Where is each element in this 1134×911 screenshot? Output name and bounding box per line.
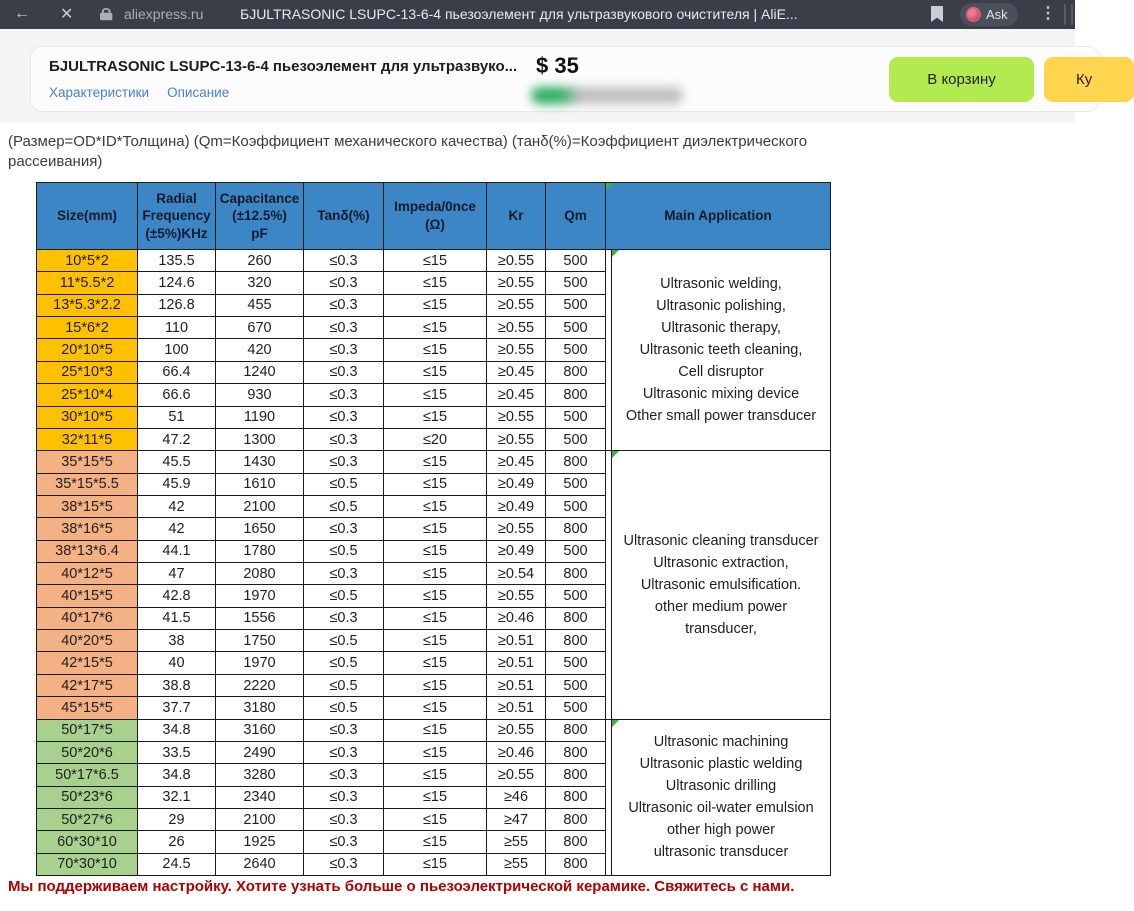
value-cell: 800	[546, 630, 606, 652]
value-cell: ≤15	[384, 406, 487, 428]
value-cell: ≥0.49	[487, 540, 546, 562]
size-cell: 32*11*5	[37, 428, 138, 450]
value-cell: 500	[546, 473, 606, 495]
size-cell: 50*17*6.5	[37, 764, 138, 786]
value-cell: ≥0.45	[487, 361, 546, 383]
application-cell: Ultrasonic machining Ultrasonic plastic welding Ultrasonic drilling Ultrasonic oil-water emulsion other high power ultrasonic transducer	[612, 719, 831, 876]
value-cell: 500	[546, 294, 606, 316]
value-cell: ≤15	[384, 384, 487, 406]
value-cell: 34.8	[138, 764, 216, 786]
value-cell: ≥46	[487, 786, 546, 808]
value-cell: ≥0.54	[487, 563, 546, 585]
value-cell: 24.5	[138, 853, 216, 875]
value-cell: 800	[546, 607, 606, 629]
value-cell: ≤15	[384, 361, 487, 383]
blurred-rating	[531, 87, 683, 104]
value-cell: 26	[138, 831, 216, 853]
value-cell: ≤15	[384, 585, 487, 607]
value-cell: 32.1	[138, 786, 216, 808]
value-cell: ≤15	[384, 697, 487, 719]
column-header: Size(mm)	[37, 183, 138, 250]
value-cell: ≤0.5	[304, 674, 384, 696]
value-cell: 800	[546, 741, 606, 763]
value-cell: ≤15	[384, 495, 487, 517]
toolbar-divider	[1064, 4, 1066, 25]
size-cell: 50*20*6	[37, 741, 138, 763]
value-cell: 500	[546, 674, 606, 696]
size-cell: 13*5.3*2.2	[37, 294, 138, 316]
value-cell: 66.6	[138, 384, 216, 406]
value-cell: 3160	[216, 719, 304, 741]
ask-icon	[966, 7, 981, 22]
value-cell: 51	[138, 406, 216, 428]
value-cell: 2640	[216, 853, 304, 875]
value-cell: ≤0.3	[304, 250, 384, 272]
value-cell: 29	[138, 808, 216, 830]
value-cell: ≥55	[487, 853, 546, 875]
value-cell: 500	[546, 406, 606, 428]
value-cell: 260	[216, 250, 304, 272]
value-cell: ≤15	[384, 853, 487, 875]
value-cell: 2220	[216, 674, 304, 696]
size-cell: 30*10*5	[37, 406, 138, 428]
value-cell: 135.5	[138, 250, 216, 272]
size-cell: 40*15*5	[37, 585, 138, 607]
size-cell: 11*5.5*2	[37, 272, 138, 294]
column-header: Qm	[546, 183, 606, 250]
product-title: БJULTRASONIC LSUPC-13-6-4 пьезоэлемент для ультразвуко...	[49, 58, 518, 75]
column-header: Capacitance (±12.5%) pF	[216, 183, 304, 250]
value-cell: ≤15	[384, 563, 487, 585]
value-cell: 800	[546, 451, 606, 473]
value-cell: ≥0.46	[487, 607, 546, 629]
value-cell: 3280	[216, 764, 304, 786]
value-cell: 500	[546, 697, 606, 719]
column-header: Main Application	[606, 183, 831, 250]
size-cell: 10*5*2	[37, 250, 138, 272]
ask-button[interactable]	[960, 3, 1018, 26]
back-icon[interactable]: ←	[14, 5, 30, 22]
value-cell: ≥0.51	[487, 697, 546, 719]
value-cell: ≤15	[384, 808, 487, 830]
value-cell: ≥0.51	[487, 674, 546, 696]
value-cell: 800	[546, 786, 606, 808]
value-cell: 1925	[216, 831, 304, 853]
value-cell: 1610	[216, 473, 304, 495]
value-cell: ≥55	[487, 831, 546, 853]
size-cell: 50*17*5	[37, 719, 138, 741]
size-cell: 38*15*5	[37, 495, 138, 517]
value-cell: 42.8	[138, 585, 216, 607]
tab-title: БJULTRASONIC LSUPC-13-6-4 пьезоэлемент для ультразвукового очистителя | AliE...	[240, 6, 798, 22]
value-cell: ≥0.55	[487, 339, 546, 361]
value-cell: ≤0.3	[304, 339, 384, 361]
value-cell: ≤15	[384, 652, 487, 674]
value-cell: 2100	[216, 808, 304, 830]
value-cell: 1190	[216, 406, 304, 428]
value-cell: ≥0.46	[487, 741, 546, 763]
value-cell: 44.1	[138, 540, 216, 562]
value-cell: ≤0.3	[304, 406, 384, 428]
value-cell: ≥0.55	[487, 585, 546, 607]
value-cell: 500	[546, 272, 606, 294]
value-cell: ≤0.3	[304, 361, 384, 383]
value-cell: ≥0.55	[487, 272, 546, 294]
value-cell: 45.5	[138, 451, 216, 473]
value-cell: ≤15	[384, 764, 487, 786]
value-cell: 100	[138, 339, 216, 361]
size-cell: 35*15*5.5	[37, 473, 138, 495]
value-cell: ≤0.3	[304, 719, 384, 741]
value-cell: ≤0.5	[304, 473, 384, 495]
size-cell: 20*10*5	[37, 339, 138, 361]
value-cell: 1650	[216, 518, 304, 540]
application-cell: Ultrasonic welding, Ultrasonic polishing, Ultrasonic therapy, Ultrasonic teeth cleaning, Cell disruptor Ultrasonic mixing device Other small power transducer	[612, 250, 831, 451]
value-cell: ≤0.3	[304, 451, 384, 473]
value-cell: ≤0.3	[304, 786, 384, 808]
value-cell: 2340	[216, 786, 304, 808]
value-cell: 1430	[216, 451, 304, 473]
ask-label: Ask	[986, 7, 1008, 22]
value-cell: 47	[138, 563, 216, 585]
value-cell: ≤0.5	[304, 697, 384, 719]
value-cell: ≤15	[384, 294, 487, 316]
value-cell: ≤0.3	[304, 607, 384, 629]
value-cell: 420	[216, 339, 304, 361]
value-cell: ≤15	[384, 339, 487, 361]
size-cell: 25*10*3	[37, 361, 138, 383]
table-body	[37, 250, 831, 876]
value-cell: 1970	[216, 652, 304, 674]
value-cell: 500	[546, 540, 606, 562]
column-header: Radial Frequency (±5%)KHz	[138, 183, 216, 250]
value-cell: 1240	[216, 361, 304, 383]
value-cell: 800	[546, 719, 606, 741]
size-cell: 40*17*6	[37, 607, 138, 629]
value-cell: ≤20	[384, 428, 487, 450]
value-cell: ≤15	[384, 831, 487, 853]
value-cell: 1780	[216, 540, 304, 562]
link-description[interactable]: Описание	[167, 85, 230, 100]
lock-icon	[100, 7, 113, 27]
value-cell: 124.6	[138, 272, 216, 294]
table-row	[37, 250, 831, 272]
value-cell: ≤0.3	[304, 831, 384, 853]
value-cell: 800	[546, 764, 606, 786]
table-row	[37, 719, 831, 741]
value-cell: 500	[546, 652, 606, 674]
value-cell: ≤0.5	[304, 652, 384, 674]
value-cell: ≤15	[384, 540, 487, 562]
value-cell: ≤15	[384, 674, 487, 696]
value-cell: ≤0.3	[304, 317, 384, 339]
price: $ 35	[536, 53, 579, 78]
value-cell: 34.8	[138, 719, 216, 741]
table-row	[37, 451, 831, 473]
value-cell: ≤0.3	[304, 272, 384, 294]
column-header: Impeda/0nce (Ω)	[384, 183, 487, 250]
value-cell: 500	[546, 585, 606, 607]
value-cell: ≤15	[384, 719, 487, 741]
value-cell: ≥0.55	[487, 719, 546, 741]
value-cell: ≤15	[384, 607, 487, 629]
value-cell: 1556	[216, 607, 304, 629]
value-cell: 40	[138, 652, 216, 674]
size-cell: 50*27*6	[37, 808, 138, 830]
value-cell: 320	[216, 272, 304, 294]
buy-now-button[interactable]: Ку	[1044, 57, 1134, 102]
value-cell: 1300	[216, 428, 304, 450]
product-header-card	[30, 46, 1100, 112]
value-cell: ≥0.45	[487, 451, 546, 473]
value-cell: ≤0.5	[304, 540, 384, 562]
value-cell: 500	[546, 495, 606, 517]
value-cell: 45.9	[138, 473, 216, 495]
size-cell: 50*23*6	[37, 786, 138, 808]
link-specifications[interactable]: Характеристики	[49, 85, 150, 100]
table-header	[37, 183, 831, 250]
value-cell: ≤0.5	[304, 585, 384, 607]
size-cell: 42*15*5	[37, 652, 138, 674]
value-cell: ≤0.3	[304, 853, 384, 875]
value-cell: 110	[138, 317, 216, 339]
value-cell: 800	[546, 384, 606, 406]
value-cell: ≤0.3	[304, 294, 384, 316]
value-cell: ≤15	[384, 741, 487, 763]
value-cell: 1750	[216, 630, 304, 652]
add-to-cart-button[interactable]: В корзину	[889, 57, 1034, 102]
spec-table	[36, 182, 831, 876]
value-cell: 33.5	[138, 741, 216, 763]
value-cell: 800	[546, 563, 606, 585]
value-cell: ≤15	[384, 630, 487, 652]
value-cell: 500	[546, 339, 606, 361]
value-cell: 38.8	[138, 674, 216, 696]
value-cell: 66.4	[138, 361, 216, 383]
size-cell: 25*10*4	[37, 384, 138, 406]
value-cell: ≤0.3	[304, 808, 384, 830]
value-cell: ≥0.51	[487, 652, 546, 674]
value-cell: 800	[546, 831, 606, 853]
value-cell: 126.8	[138, 294, 216, 316]
value-cell: ≤0.3	[304, 764, 384, 786]
value-cell: ≤15	[384, 786, 487, 808]
value-cell: ≤0.3	[304, 428, 384, 450]
value-cell: ≥0.49	[487, 495, 546, 517]
value-cell: ≤15	[384, 518, 487, 540]
value-cell: ≤0.3	[304, 741, 384, 763]
value-cell: 2080	[216, 563, 304, 585]
legend-text: (Размер=OD*ID*Толщина) (Qm=Коэффициент механического качества) (танδ(%)=Коэффициент диэлектрического рассеивания)	[8, 133, 808, 171]
value-cell: ≤0.5	[304, 495, 384, 517]
value-cell: ≥0.55	[487, 294, 546, 316]
value-cell: 37.7	[138, 697, 216, 719]
value-cell: 42	[138, 518, 216, 540]
product-nav-links	[49, 85, 247, 100]
value-cell: 42	[138, 495, 216, 517]
size-cell: 15*6*2	[37, 317, 138, 339]
menu-dots-icon[interactable]: ⋮	[1040, 5, 1056, 22]
value-cell: ≥0.55	[487, 428, 546, 450]
value-cell: 800	[546, 361, 606, 383]
value-cell: 930	[216, 384, 304, 406]
value-cell: ≤0.3	[304, 563, 384, 585]
value-cell: 800	[546, 518, 606, 540]
value-cell: ≥47	[487, 808, 546, 830]
close-icon[interactable]: ✕	[60, 6, 74, 23]
value-cell: 41.5	[138, 607, 216, 629]
value-cell: 3180	[216, 697, 304, 719]
size-cell: 45*15*5	[37, 697, 138, 719]
value-cell: ≥0.55	[487, 406, 546, 428]
value-cell: ≤0.3	[304, 518, 384, 540]
value-cell: ≤15	[384, 317, 487, 339]
value-cell: 38	[138, 630, 216, 652]
value-cell: ≥0.51	[487, 630, 546, 652]
value-cell: ≥0.55	[487, 518, 546, 540]
size-cell: 40*20*5	[37, 630, 138, 652]
size-cell: 38*13*6.4	[37, 540, 138, 562]
value-cell: ≤15	[384, 272, 487, 294]
value-cell: ≤0.5	[304, 630, 384, 652]
value-cell: 500	[546, 250, 606, 272]
value-cell: ≤15	[384, 473, 487, 495]
value-cell: ≤15	[384, 451, 487, 473]
value-cell: 2490	[216, 741, 304, 763]
column-header: Kr	[487, 183, 546, 250]
size-cell: 38*16*5	[37, 518, 138, 540]
size-cell: 42*17*5	[37, 674, 138, 696]
size-cell: 60*30*10	[37, 831, 138, 853]
value-cell: ≥0.55	[487, 764, 546, 786]
browser-top-bar	[0, 0, 1075, 29]
value-cell: ≤15	[384, 250, 487, 272]
value-cell: 800	[546, 853, 606, 875]
value-cell: 670	[216, 317, 304, 339]
size-cell: 40*12*5	[37, 563, 138, 585]
column-header: Tanδ(%)	[304, 183, 384, 250]
value-cell: 1970	[216, 585, 304, 607]
value-cell: ≥0.55	[487, 317, 546, 339]
value-cell: 800	[546, 808, 606, 830]
value-cell: ≥0.55	[487, 250, 546, 272]
value-cell: 2100	[216, 495, 304, 517]
value-cell: 47.2	[138, 428, 216, 450]
toolbar-divider	[1071, 4, 1073, 25]
size-cell: 35*15*5	[37, 451, 138, 473]
value-cell: 500	[546, 317, 606, 339]
url-text[interactable]: aliexpress.ru	[124, 6, 204, 22]
value-cell: 500	[546, 428, 606, 450]
value-cell: ≥0.45	[487, 384, 546, 406]
bookmark-icon[interactable]	[930, 5, 944, 28]
application-cell: Ultrasonic cleaning transducer Ultrasonic extraction, Ultrasonic emulsification. other medium power transducer,	[612, 451, 831, 719]
value-cell: 455	[216, 294, 304, 316]
value-cell: ≥0.49	[487, 473, 546, 495]
size-cell: 70*30*10	[37, 853, 138, 875]
footer-note: Мы поддерживаем настройку. Хотите узнать больше о пьезоэлектрической керамике. Свяжитесь с нами.	[8, 878, 795, 895]
value-cell: ≤0.3	[304, 384, 384, 406]
